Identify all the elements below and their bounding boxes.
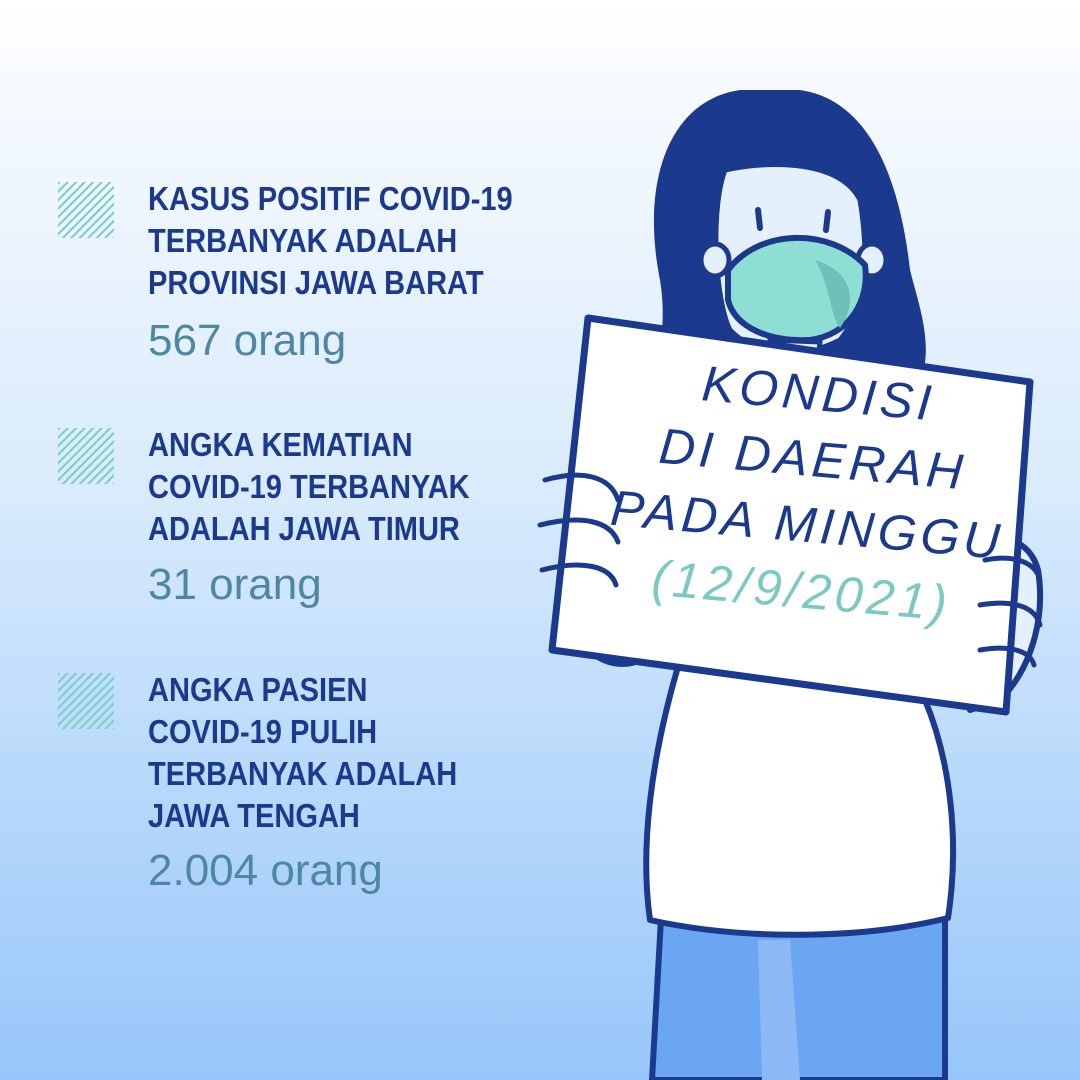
stat-title-line: TERBANYAK ADALAH (148, 755, 458, 792)
right-eye-shape (826, 212, 828, 230)
hatch-bullet-icon (58, 673, 114, 729)
stat-title-line: ANGKA KEMATIAN (148, 426, 413, 463)
hatch-bullet-icon (58, 428, 114, 484)
sign-line: DI DAERAH (656, 417, 969, 501)
stat-value: 31 orang (148, 560, 322, 609)
stat-title-line: PROVINSI JAWA BARAT (148, 264, 484, 301)
stat-title-line: KASUS POSITIF COVID-19 (148, 180, 513, 217)
stat-title-line: COVID-19 PULIH (148, 713, 378, 750)
hatch-bullet-icon (58, 182, 114, 238)
sign-line: PADA MINGGU (608, 479, 1006, 570)
sign-date: (12/9/2021) (649, 549, 954, 632)
stat-title-line: JAWA TENGAH (148, 797, 360, 834)
sign-line: KONDISI (699, 355, 938, 432)
left-ear-shape (701, 244, 729, 276)
sign-text (579, 341, 1040, 642)
stat-title-line: ANGKA PASIEN (148, 671, 368, 708)
stat-value: 567 orang (148, 316, 347, 365)
left-eye-shape (758, 210, 760, 228)
woman-holding-sign-illustration (440, 60, 1080, 1080)
stat-title-line: COVID-19 TERBANYAK (148, 468, 470, 505)
stat-title-line: ADALAH JAWA TIMUR (148, 510, 460, 547)
stat-title-line: TERBANYAK ADALAH (148, 222, 458, 259)
stat-value: 2.004 orang (148, 846, 383, 895)
